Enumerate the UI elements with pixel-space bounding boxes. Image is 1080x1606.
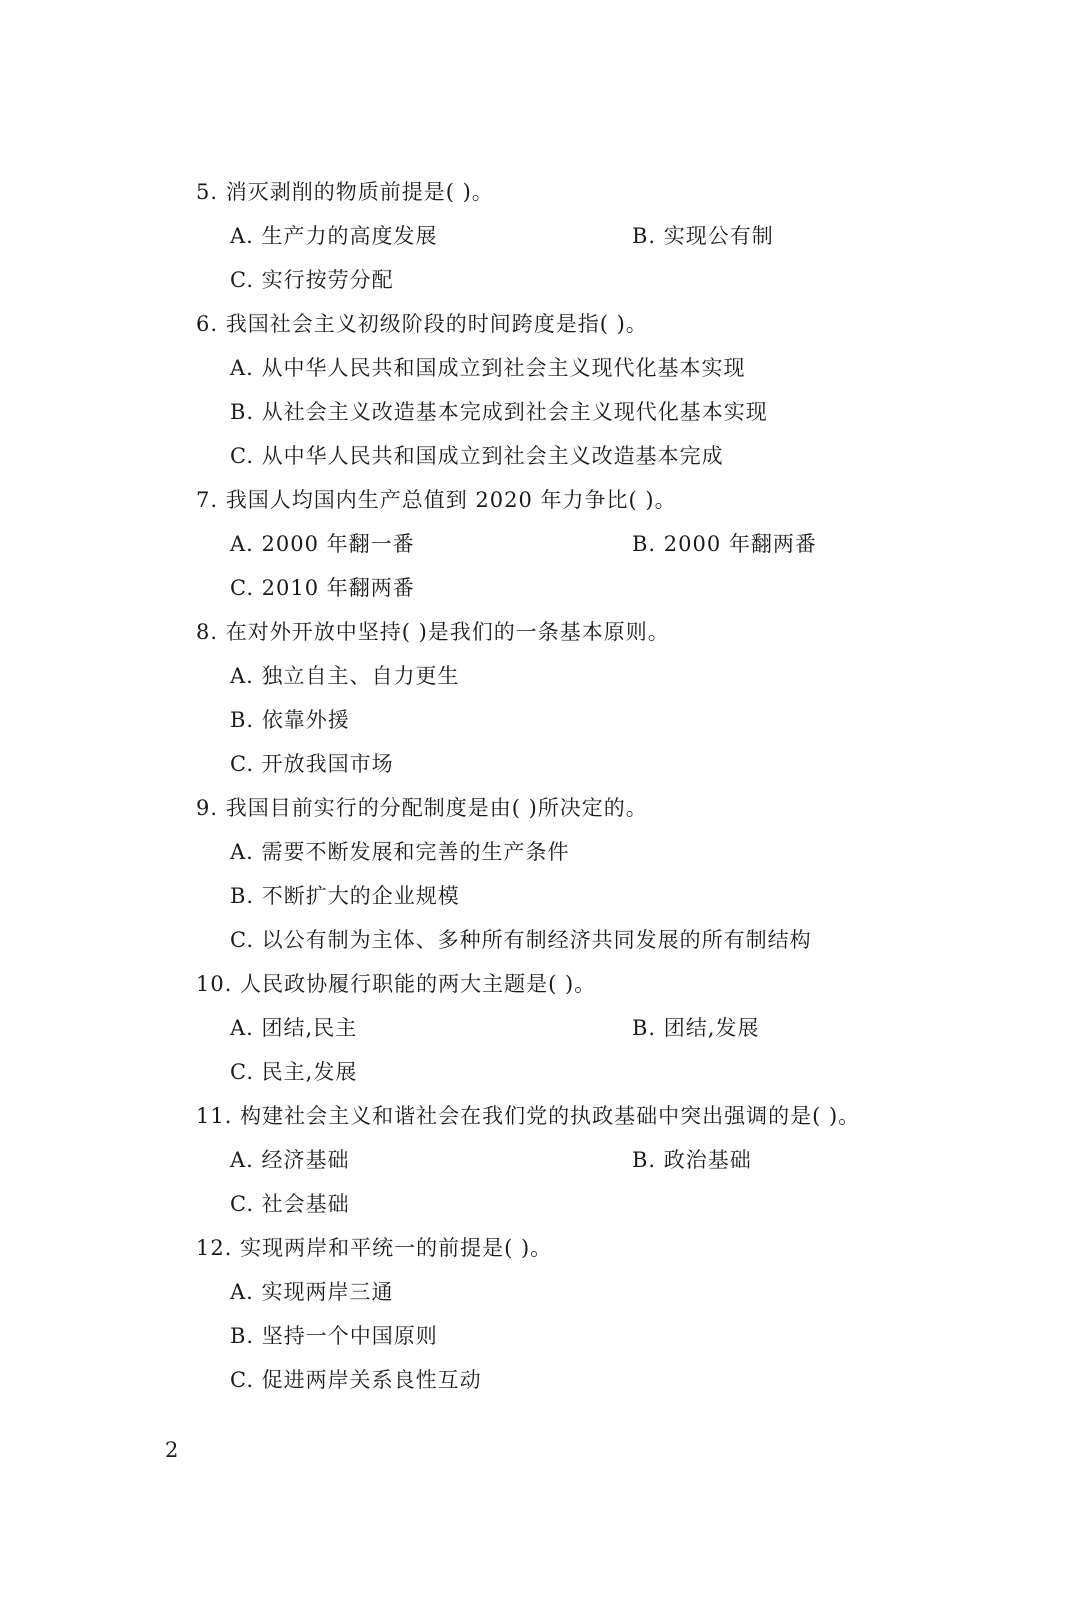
question-6-option-a: A. 从中华人民共和国成立到社会主义现代化基本实现 xyxy=(230,356,746,380)
question-5-option-c: C. 实行按劳分配 xyxy=(230,268,394,292)
question-6-option-c: C. 从中华人民共和国成立到社会主义改造基本完成 xyxy=(230,444,724,468)
question-12-option-b: B. 坚持一个中国原则 xyxy=(230,1324,438,1348)
question-7-option-c: C. 2010 年翻两番 xyxy=(230,576,415,600)
page-number: 2 xyxy=(165,1438,179,1462)
question-12-stem: 12. 实现两岸和平统一的前提是( )。 xyxy=(196,1236,553,1260)
question-8-option-a: A. 独立自主、自力更生 xyxy=(230,664,460,688)
question-11-option-c: C. 社会基础 xyxy=(230,1192,350,1216)
question-5-stem: 5. 消灭剥削的物质前提是( )。 xyxy=(196,180,494,204)
question-5-option-a: A. 生产力的高度发展 xyxy=(230,224,438,248)
question-9-option-c: C. 以公有制为主体、多种所有制经济共同发展的所有制结构 xyxy=(230,928,812,952)
question-10-stem: 10. 人民政协履行职能的两大主题是( )。 xyxy=(196,972,597,996)
question-9-option-a: A. 需要不断发展和完善的生产条件 xyxy=(230,840,570,864)
question-12-option-c: C. 促进两岸关系良性互动 xyxy=(230,1368,482,1392)
question-9-option-b: B. 不断扩大的企业规模 xyxy=(230,884,460,908)
question-8-option-c: C. 开放我国市场 xyxy=(230,752,394,776)
question-8-stem: 8. 在对外开放中坚持( )是我们的一条基本原则。 xyxy=(196,620,670,644)
question-7-option-a: A. 2000 年翻一番 xyxy=(230,532,415,556)
question-6-option-b: B. 从社会主义改造基本完成到社会主义现代化基本实现 xyxy=(230,400,768,424)
question-11-option-b: B. 政治基础 xyxy=(632,1148,752,1172)
question-7-option-b: B. 2000 年翻两番 xyxy=(632,532,817,556)
question-5-option-b: B. 实现公有制 xyxy=(632,224,774,248)
question-6-stem: 6. 我国社会主义初级阶段的时间跨度是指( )。 xyxy=(196,312,648,336)
question-9-stem: 9. 我国目前实行的分配制度是由( )所决定的。 xyxy=(196,796,648,820)
question-11-stem: 11. 构建社会主义和谐社会在我们党的执政基础中突出强调的是( )。 xyxy=(196,1104,861,1128)
question-10-option-b: B. 团结,发展 xyxy=(632,1016,760,1040)
question-7-stem: 7. 我国人均国内生产总值到 2020 年力争比( )。 xyxy=(196,488,677,512)
question-8-option-b: B. 依靠外援 xyxy=(230,708,350,732)
question-10-option-a: A. 团结,民主 xyxy=(230,1016,358,1040)
question-12-option-a: A. 实现两岸三通 xyxy=(230,1280,394,1304)
question-10-option-c: C. 民主,发展 xyxy=(230,1060,358,1084)
question-11-option-a: A. 经济基础 xyxy=(230,1148,350,1172)
